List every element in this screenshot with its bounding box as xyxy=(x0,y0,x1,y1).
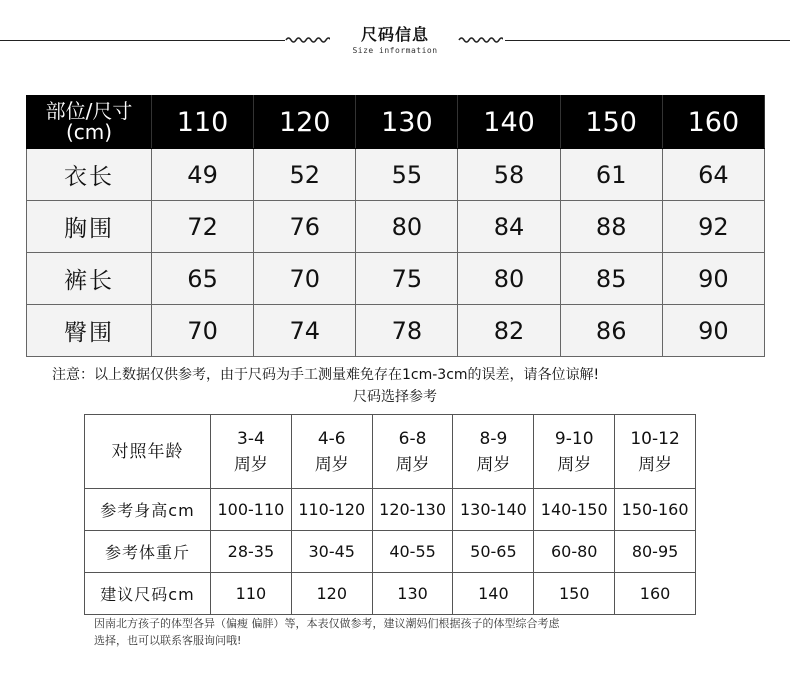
age-unit: 周岁 xyxy=(233,454,268,475)
size-header-cell: 140 xyxy=(458,96,560,149)
table-cell: 82 xyxy=(458,305,560,357)
age-header-row xyxy=(85,415,696,489)
size-header-cell: 110 xyxy=(152,96,254,149)
age-unit: 周岁 xyxy=(638,454,673,475)
table-cell: 130-140 xyxy=(453,489,534,531)
size-header-unit: (cm) xyxy=(65,120,113,144)
table-cell: 110-120 xyxy=(291,489,372,531)
page-header xyxy=(0,0,790,70)
footer-line: 选择，也可以联系客服询问哦! xyxy=(94,634,242,647)
table-cell: 72 xyxy=(152,201,254,253)
table-cell: 80 xyxy=(356,201,458,253)
size-header-cell: 120 xyxy=(254,96,356,149)
table-cell: 140 xyxy=(453,573,534,615)
table-cell: 61 xyxy=(560,149,662,201)
table-cell: 150-160 xyxy=(615,489,696,531)
row-label: 胸围 xyxy=(27,201,152,253)
table-row xyxy=(85,573,696,615)
age-unit: 周岁 xyxy=(395,454,430,475)
table-cell: 85 xyxy=(560,253,662,305)
table-cell: 130 xyxy=(372,573,453,615)
age-unit: 周岁 xyxy=(557,454,592,475)
size-chart-table xyxy=(26,95,765,357)
table-cell: 74 xyxy=(254,305,356,357)
table-row xyxy=(27,253,765,305)
table-cell: 120-130 xyxy=(372,489,453,531)
size-reference-table xyxy=(84,414,696,615)
table-cell: 30-45 xyxy=(291,531,372,573)
table-row xyxy=(27,201,765,253)
table-cell: 76 xyxy=(254,201,356,253)
wavy-ornament-right xyxy=(458,35,503,45)
measurement-note: 注意：以上数据仅供参考，由于尺码为手工测量难免存在1cm-3cm的误差，请各位谅解! xyxy=(52,367,600,383)
table-cell: 60-80 xyxy=(534,531,615,573)
row-label: 臀围 xyxy=(27,305,152,357)
table-cell: 65 xyxy=(152,253,254,305)
age-unit: 周岁 xyxy=(314,454,349,475)
table-row xyxy=(27,305,765,357)
size-header-cell: 150 xyxy=(560,96,662,149)
row-label: 参考体重斤 xyxy=(85,531,211,573)
age-cell xyxy=(211,415,292,489)
table-cell: 86 xyxy=(560,305,662,357)
size-header-cell: 130 xyxy=(356,96,458,149)
table-cell: 49 xyxy=(152,149,254,201)
row-label: 衣长 xyxy=(27,149,152,201)
table-cell: 90 xyxy=(662,253,764,305)
table-cell: 84 xyxy=(458,201,560,253)
row-label: 裤长 xyxy=(27,253,152,305)
table-cell: 75 xyxy=(356,253,458,305)
page-subtitle: Size information xyxy=(352,46,438,55)
table-cell: 160 xyxy=(615,573,696,615)
table-cell: 40-55 xyxy=(372,531,453,573)
table-cell: 52 xyxy=(254,149,356,201)
age-range: 4-6 xyxy=(317,428,346,449)
footer-line: 因南北方孩子的体型各异（偏瘦 偏胖）等，本表仅做参考，建议潮妈们根据孩子的体型综合考虑 xyxy=(94,617,560,630)
row-label: 参考身高cm xyxy=(85,489,211,531)
age-range: 3-4 xyxy=(237,428,265,449)
age-range: 8-9 xyxy=(479,428,508,449)
size-header-label: 部位/尺寸 xyxy=(45,99,133,123)
table-row xyxy=(85,531,696,573)
table-cell: 80-95 xyxy=(615,531,696,573)
table-cell: 120 xyxy=(291,573,372,615)
age-cell xyxy=(372,415,453,489)
table-cell: 150 xyxy=(534,573,615,615)
row-label: 建议尺码cm xyxy=(85,573,211,615)
size-header-cell: 160 xyxy=(662,96,764,149)
size-header-row xyxy=(27,96,765,149)
table-cell: 88 xyxy=(560,201,662,253)
age-range: 10-12 xyxy=(630,428,680,449)
table-cell: 55 xyxy=(356,149,458,201)
table-cell: 90 xyxy=(662,305,764,357)
reference-title: 尺码选择参考 xyxy=(353,389,437,405)
table-cell: 78 xyxy=(356,305,458,357)
table-cell: 50-65 xyxy=(453,531,534,573)
age-cell xyxy=(291,415,372,489)
table-cell: 64 xyxy=(662,149,764,201)
table-cell: 58 xyxy=(458,149,560,201)
table-row xyxy=(27,149,765,201)
age-unit: 周岁 xyxy=(476,454,511,475)
age-range: 9-10 xyxy=(554,428,594,449)
table-cell: 110 xyxy=(211,573,292,615)
page-title: 尺码信息 xyxy=(360,25,429,44)
age-cell xyxy=(534,415,615,489)
table-cell: 80 xyxy=(458,253,560,305)
size-header-label-cell xyxy=(27,96,152,149)
table-cell: 28-35 xyxy=(211,531,292,573)
age-range: 6-8 xyxy=(398,428,427,449)
age-cell xyxy=(453,415,534,489)
table-cell: 70 xyxy=(254,253,356,305)
age-cell xyxy=(615,415,696,489)
table-cell: 92 xyxy=(662,201,764,253)
age-header-label: 对照年龄 xyxy=(85,415,211,489)
table-cell: 140-150 xyxy=(534,489,615,531)
header-divider-right xyxy=(505,40,790,41)
footer-note xyxy=(94,615,714,649)
table-row xyxy=(85,489,696,531)
table-cell: 70 xyxy=(152,305,254,357)
table-cell: 100-110 xyxy=(211,489,292,531)
